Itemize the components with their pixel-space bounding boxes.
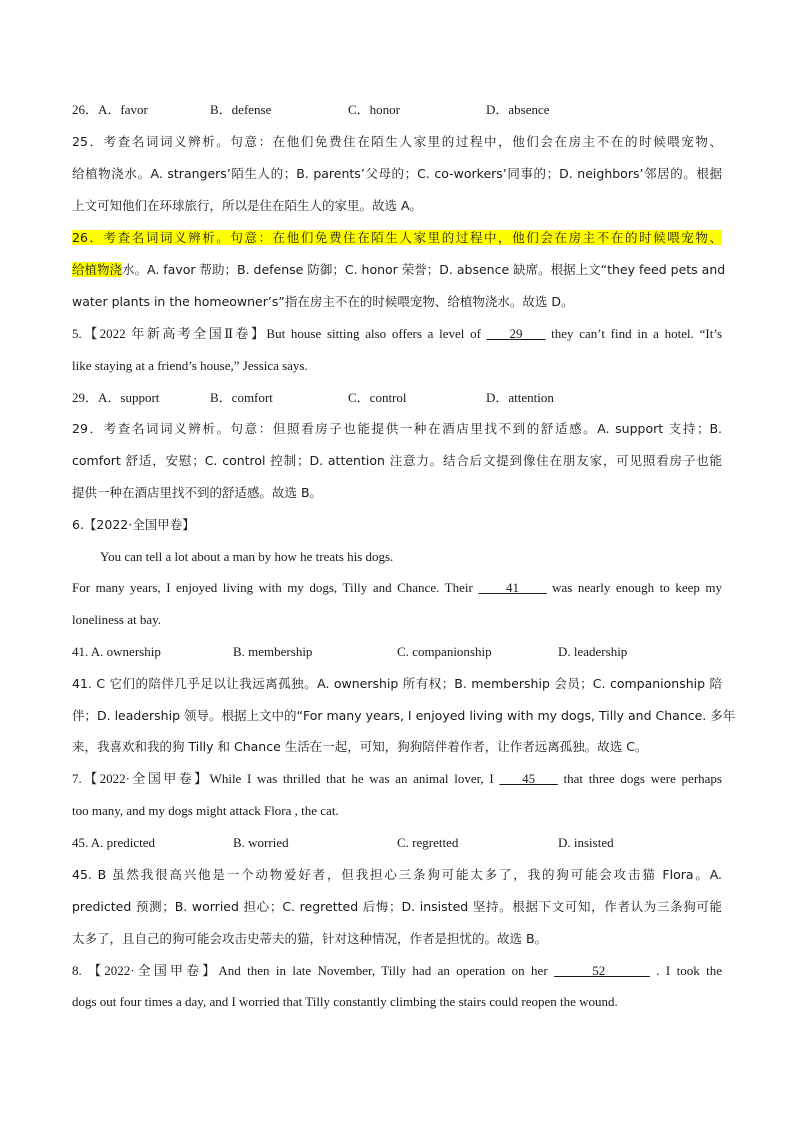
q41-exp-line-3: 来，我喜欢和我的狗 Tilly 和 Chance 生活在一起，可知，狗狗陪伴着作者，让作者远离孤独。故选 C。: [72, 739, 648, 754]
q29-option-c: C．control: [348, 390, 407, 405]
q7-prefix: 7.【2022·全国甲卷】While I was thrilled that he was an animal lover, I: [72, 771, 500, 786]
q25-exp-line-1: 25．考查名词词义辨析。句意：在他们免费住在陌生人家里的过程中，他们会在房主不在的时候喂宠物、: [72, 134, 722, 149]
q6-intro: You can tell a lot about a man by how he treats his dogs.: [100, 549, 394, 564]
q29-option-b: B．comfort: [210, 390, 273, 405]
q5-blank: 29: [486, 326, 546, 341]
q26-exp-line-2-rest: 水。A. favor 帮助；B. defense 防御；C. honor 荣誉；D. absence 缺席。根据上文“they feed pets and: [122, 262, 726, 277]
q45-option-b: B. worried: [233, 835, 289, 850]
q41-exp-line-1: 41. C 它们的陪伴几乎足以让我远离孤独。A. ownership 所有权；B. membership 会员；C. companionship 陪: [72, 676, 722, 691]
q8-prefix: 8. 【2022·全国甲卷】And then in late November, Tilly had an operation on her: [72, 963, 555, 978]
q5-line-2: like staying at a friend’s house,” Jessica says.: [72, 358, 308, 373]
q25-exp-line-2: 给植物浇水。A. strangers’陌生人的；B. parents’父母的；C. co-workers’同事的；D. neighbors’邻居的。根据: [72, 166, 722, 181]
q41-option-b: B. membership: [233, 644, 313, 659]
q6-line-2: loneliness at bay.: [72, 612, 162, 627]
q8-line-2: dogs out four times a day, and I worried that Tilly constantly climbing the stairs could reopen the wound.: [72, 994, 618, 1009]
q7-line-2: too many, and my dogs might attack Flora , the cat.: [72, 803, 339, 818]
q26-option-a: 26．A．favor: [72, 102, 148, 117]
q6-heading: 6.【2022·全国甲卷】: [72, 517, 195, 532]
q29-option-a: 29．A．support: [72, 390, 160, 405]
q45-exp-line-3: 太多了，且自己的狗可能会攻击史蒂夫的猫，针对这种情况，作者是担忧的。故选 B。: [72, 931, 548, 946]
q7-suffix: that three dogs were perhaps: [557, 771, 722, 786]
q41-option-a: 41. A. ownership: [72, 644, 161, 659]
q8-line-1: [72, 962, 722, 980]
q6-line-1: [72, 579, 722, 597]
q26-exp-highlight-2: 给植物浇: [72, 262, 123, 277]
q41-option-d: D. leadership: [558, 644, 628, 659]
q5-prefix: 5.【2022 年新高考全国Ⅱ卷】But house sitting also offers a level of: [72, 326, 487, 341]
q45-exp-line-2: predicted 预测；B. worried 担心；C. regretted 后悔；D. insisted 坚持。根据下文可知，作者认为三条狗可能: [72, 899, 722, 914]
q26-exp-line-2: [72, 261, 726, 279]
q26-exp-line-3: water plants in the homeowner’s”指在房主不在的时候喂宠物、给植物浇水。故选 D。: [72, 294, 574, 309]
q6-blank: 41: [478, 580, 547, 595]
q6-suffix: was nearly enough to keep my: [546, 580, 723, 595]
q5-suffix: they can’t find in a hotel. “It’s: [545, 326, 722, 341]
q26-option-d: D．absence: [486, 102, 550, 117]
q7-blank: 45: [499, 771, 558, 786]
q25-exp-line-3: 上文可知他们在环球旅行，所以是住在陌生人的家里。故选 A。: [72, 198, 423, 213]
q45-exp-line-1: 45. B 虽然我很高兴他是一个动物爱好者，但我担心三条狗可能太多了，我的狗可能会攻击猫 Flora。A.: [72, 867, 722, 882]
q6-prefix: For many years, I enjoyed living with my dogs, Tilly and Chance. Their: [72, 580, 479, 595]
q26-option-c: C．honor: [348, 102, 401, 117]
q8-suffix: . I took the: [649, 963, 722, 978]
q8-blank: 52: [554, 963, 650, 978]
q26-option-b: B．defense: [210, 102, 272, 117]
q45-option-d: D. insisted: [558, 835, 614, 850]
q29-exp-line-3: 提供一种在酒店里找不到的舒适感。故选 B。: [72, 485, 323, 500]
q5-line-1: [72, 325, 722, 343]
q7-line-1: [72, 770, 722, 788]
q41-exp-line-2: 伴；D. leadership 领导。根据上文中的“For many years, I enjoyed living with my dogs, Tilly and Chance. 多年: [72, 708, 736, 723]
q29-exp-line-1: 29．考查名词词义辨析。句意：但照看房子也能提供一种在酒店里找不到的舒适感。A. support 支持；B.: [72, 421, 722, 436]
q45-option-c: C. regretted: [397, 835, 459, 850]
q29-exp-line-2: comfort 舒适，安慰；C. control 控制；D. attention 注意力。结合后文提到像住在朋友家，可见照看房子也能: [72, 453, 722, 468]
q29-option-d: D．attention: [486, 390, 554, 405]
q26-exp-line-1: [72, 229, 722, 247]
q41-option-c: C. companionship: [397, 644, 492, 659]
q45-option-a: 45. A. predicted: [72, 835, 156, 850]
q26-exp-highlight-1: 26．考查名词词义辨析。句意：在他们免费住在陌生人家里的过程中，他们会在房主不在的时候喂宠物、: [72, 230, 722, 245]
